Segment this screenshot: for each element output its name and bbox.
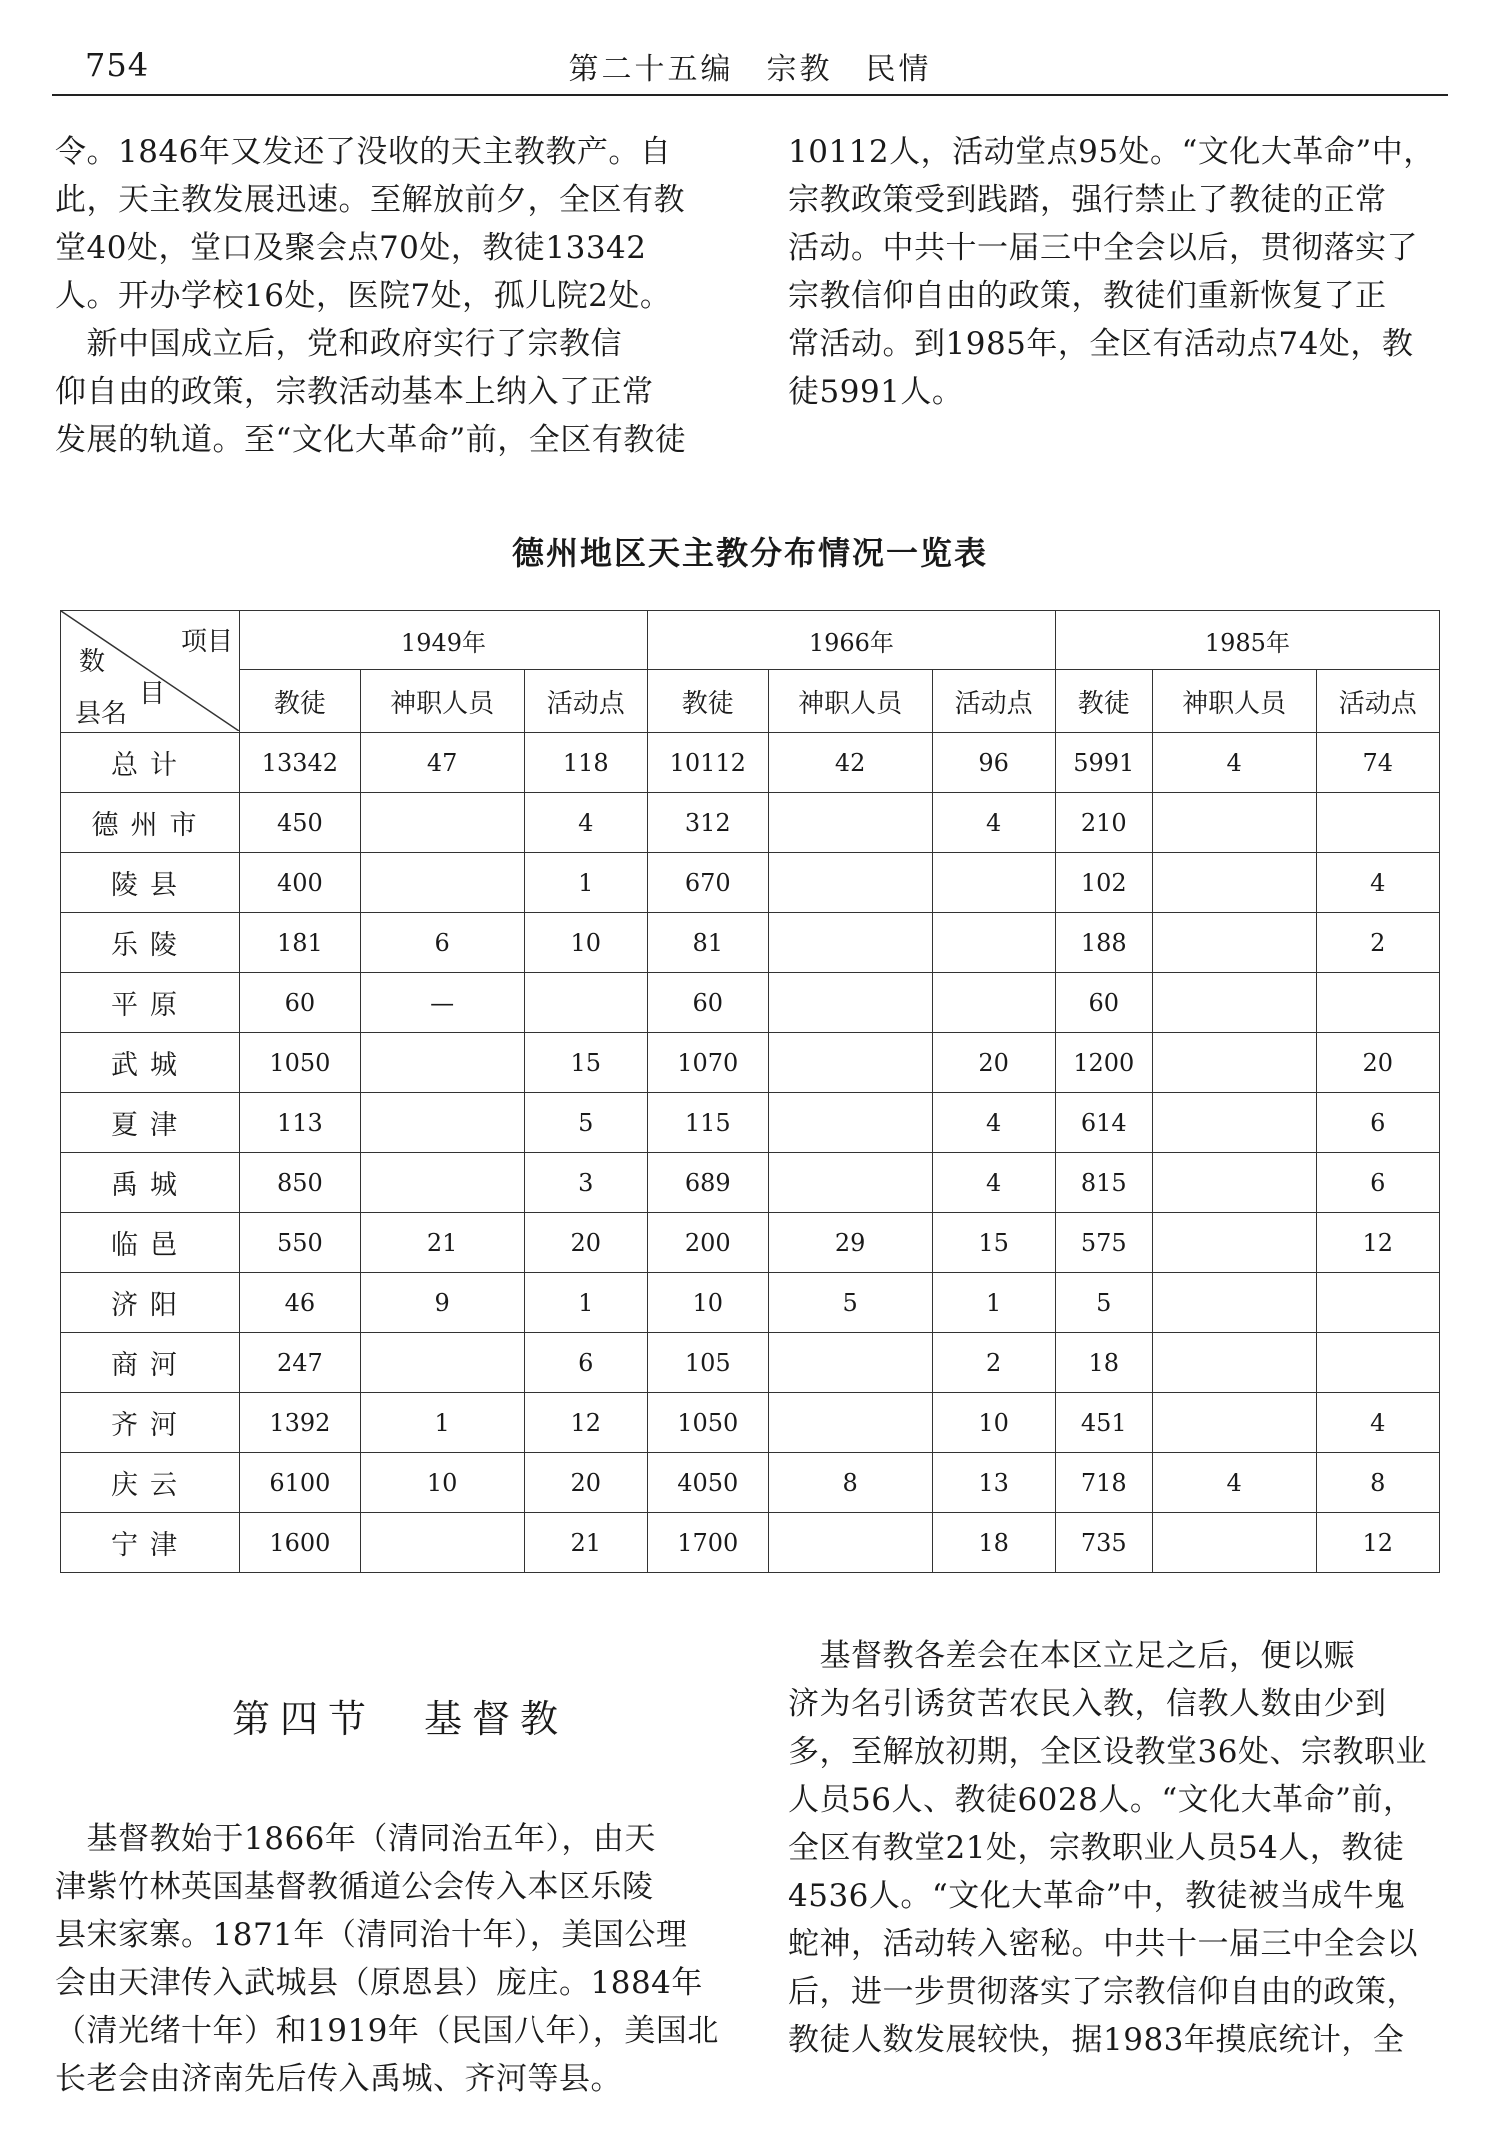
running-title: 第二十五编 宗教 民情	[568, 52, 932, 87]
table-cell: 60	[240, 973, 361, 1033]
text-line: 多，至解放初期，全区设教堂36处、宗教职业	[788, 1734, 1427, 1770]
table-cell: 6100	[240, 1453, 361, 1513]
table-cell: 10	[932, 1393, 1055, 1453]
table-cell: 1700	[647, 1513, 768, 1573]
table-cell: 575	[1055, 1213, 1152, 1273]
table-cell: 2	[1316, 913, 1439, 973]
county-name: 庆云	[61, 1453, 240, 1513]
column-header: 教徒	[647, 670, 768, 733]
table-body	[61, 733, 1440, 1573]
table-cell	[360, 1513, 524, 1573]
table-cell: 12	[1316, 1513, 1439, 1573]
table-cell: 74	[1316, 733, 1439, 793]
table-cell	[1152, 1213, 1316, 1273]
county-name: 济阳	[61, 1273, 240, 1333]
county-name: 陵县	[61, 853, 240, 913]
section-heading: 第四节 基督教	[232, 1697, 569, 1741]
table-cell: 15	[932, 1213, 1055, 1273]
text-line: 堂40处，堂口及聚会点70处，教徒13342	[55, 230, 647, 266]
text-line: 长老会由济南先后传入禹城、齐河等县。	[55, 2061, 622, 2097]
table-cell: 1070	[647, 1033, 768, 1093]
text-line: 县宋家寨。1871年（清同治十年），美国公理	[55, 1917, 688, 1953]
table-cell: 670	[647, 853, 768, 913]
text-line: 会由天津传入武城县（原恩县）庞庄。1884年	[55, 1965, 703, 2001]
table-cell: 451	[1055, 1393, 1152, 1453]
table-cell: 10	[647, 1273, 768, 1333]
table-row	[61, 793, 1440, 853]
table-cell: 1200	[1055, 1033, 1152, 1093]
county-name: 武城	[61, 1033, 240, 1093]
table-cell	[360, 1153, 524, 1213]
table-cell: 718	[1055, 1453, 1152, 1513]
table-cell: 12	[524, 1393, 647, 1453]
table-cell: 1392	[240, 1393, 361, 1453]
text-line: 人员56人、教徒6028人。“文化大革命”前，	[788, 1782, 1415, 1818]
table-cell: 102	[1055, 853, 1152, 913]
table-cell	[1152, 1393, 1316, 1453]
table-cell: 200	[647, 1213, 768, 1273]
table-cell	[768, 973, 932, 1033]
table-cell: 1	[524, 853, 647, 913]
column-header: 神职人员	[768, 670, 932, 733]
text-line: 教徒人数发展较快，据1983年摸底统计，全	[788, 2022, 1405, 2058]
county-name: 总计	[61, 733, 240, 793]
column-header: 神职人员	[1152, 670, 1316, 733]
text-line: 基督教各差会在本区立足之后，便以赈	[788, 1638, 1355, 1674]
table-cell	[524, 973, 647, 1033]
column-header: 活动点	[932, 670, 1055, 733]
text-line: 新中国成立后，党和政府实行了宗教信	[55, 326, 622, 362]
year-header: 1966年	[647, 611, 1055, 670]
text-line: 人。开办学校16处，医院7处，孤儿院2处。	[55, 278, 672, 314]
top-left-column	[55, 128, 735, 464]
subheader-row	[61, 670, 1440, 733]
table-row	[61, 913, 1440, 973]
table-cell	[1152, 1153, 1316, 1213]
text-line: 津紫竹林英国基督教循道公会传入本区乐陵	[55, 1869, 654, 1905]
table-cell	[1316, 793, 1439, 853]
table-cell	[1152, 1273, 1316, 1333]
table-cell: 15	[524, 1033, 647, 1093]
table-cell: 1	[524, 1273, 647, 1333]
table-cell: 550	[240, 1213, 361, 1273]
county-name: 乐陵	[61, 913, 240, 973]
table-cell	[1152, 1033, 1316, 1093]
table-cell: 9	[360, 1273, 524, 1333]
table-row	[61, 1213, 1440, 1273]
table-cell: 21	[524, 1513, 647, 1573]
table-cell: 815	[1055, 1153, 1152, 1213]
table-cell: 850	[240, 1153, 361, 1213]
table-cell: 13	[932, 1453, 1055, 1513]
table-row	[61, 1033, 1440, 1093]
table-cell: 5991	[1055, 733, 1152, 793]
table-cell: 8	[768, 1453, 932, 1513]
text-line: 全区有教堂21处，宗教职业人员54人，教徒	[788, 1830, 1405, 1866]
county-name: 夏津	[61, 1093, 240, 1153]
table-row	[61, 1393, 1440, 1453]
table-cell: 18	[932, 1513, 1055, 1573]
text-line: 基督教始于1866年（清同治五年），由天	[55, 1821, 656, 1857]
table-cell	[360, 1093, 524, 1153]
county-name: 齐河	[61, 1393, 240, 1453]
table-cell: 614	[1055, 1093, 1152, 1153]
table-cell: 29	[768, 1213, 932, 1273]
table-cell: 42	[768, 733, 932, 793]
table-cell	[768, 853, 932, 913]
text-line: 仰自由的政策，宗教活动基本上纳入了正常	[55, 374, 654, 410]
text-line: 发展的轨道。至“文化大革命”前，全区有教徒	[55, 422, 687, 458]
text-line: 济为名引诱贫苦农民入教，信教人数由少到	[788, 1686, 1387, 1722]
table-cell: 4	[524, 793, 647, 853]
table-cell: —	[360, 973, 524, 1033]
table-cell: 60	[1055, 973, 1152, 1033]
table-cell: 20	[932, 1033, 1055, 1093]
table-cell: 105	[647, 1333, 768, 1393]
table-cell: 188	[1055, 913, 1152, 973]
county-name: 商河	[61, 1333, 240, 1393]
table-cell: 247	[240, 1333, 361, 1393]
table-cell	[360, 1033, 524, 1093]
table-row	[61, 733, 1440, 793]
table-cell	[1152, 973, 1316, 1033]
text-line: （清光绪十年）和1919年（民国八年），美国北	[55, 2013, 719, 2049]
table-cell: 4	[1316, 1393, 1439, 1453]
table-row	[61, 1153, 1440, 1213]
page-number: 754	[85, 46, 150, 84]
table-cell: 81	[647, 913, 768, 973]
text-line: 10112人，活动堂点95处。“文化大革命”中，	[788, 134, 1435, 170]
column-header: 教徒	[1055, 670, 1152, 733]
table-cell	[1152, 793, 1316, 853]
text-line: 活动。中共十一届三中全会以后，贯彻落实了	[788, 230, 1418, 266]
table-cell: 6	[1316, 1093, 1439, 1153]
table-row	[61, 1333, 1440, 1393]
table-cell: 181	[240, 913, 361, 973]
top-right-column	[788, 128, 1468, 416]
county-name: 平原	[61, 973, 240, 1033]
table-row	[61, 1273, 1440, 1333]
table-cell: 12	[1316, 1213, 1439, 1273]
table-cell: 4	[932, 793, 1055, 853]
table-row	[61, 1093, 1440, 1153]
table-cell: 20	[524, 1453, 647, 1513]
text-line: 4536人。“文化大革命”中，教徒被当成牛鬼	[788, 1878, 1406, 1914]
table-cell: 10112	[647, 733, 768, 793]
table-cell: 6	[1316, 1153, 1439, 1213]
table-cell: 689	[647, 1153, 768, 1213]
county-name: 德州市	[61, 793, 240, 853]
table-cell: 4050	[647, 1453, 768, 1513]
corner-mu-label: 目	[139, 679, 166, 709]
catholic-distribution-table	[60, 610, 1440, 1573]
table-cell: 4	[932, 1093, 1055, 1153]
table-cell	[1152, 1513, 1316, 1573]
text-line: 宗教信仰自由的政策，教徒们重新恢复了正	[788, 278, 1387, 314]
table-cell: 96	[932, 733, 1055, 793]
table-cell: 113	[240, 1093, 361, 1153]
table-cell: 5	[524, 1093, 647, 1153]
table-cell: 3	[524, 1153, 647, 1213]
table-cell: 400	[240, 853, 361, 913]
table-cell	[768, 913, 932, 973]
table-cell: 5	[1055, 1273, 1152, 1333]
header-rule	[52, 94, 1448, 96]
table-row	[61, 1513, 1440, 1573]
table-cell	[768, 793, 932, 853]
table-cell: 6	[524, 1333, 647, 1393]
table-cell	[768, 1033, 932, 1093]
year-header: 1985年	[1055, 611, 1439, 670]
table-row	[61, 1453, 1440, 1513]
column-header: 神职人员	[360, 670, 524, 733]
table-cell: 4	[932, 1153, 1055, 1213]
table-cell	[768, 1393, 932, 1453]
table-cell	[768, 1093, 932, 1153]
table-cell	[932, 853, 1055, 913]
text-line: 常活动。到1985年，全区有活动点74处，教	[788, 326, 1414, 362]
table-cell: 115	[647, 1093, 768, 1153]
table-cell	[932, 913, 1055, 973]
table-cell	[768, 1153, 932, 1213]
table-cell	[768, 1333, 932, 1393]
column-header: 活动点	[524, 670, 647, 733]
table-cell: 1	[932, 1273, 1055, 1333]
table-cell: 210	[1055, 793, 1152, 853]
table-cell	[932, 973, 1055, 1033]
text-line: 蛇神，活动转入密秘。中共十一届三中全会以	[788, 1926, 1418, 1962]
table-cell	[360, 853, 524, 913]
text-line: 此，天主教发展迅速。至解放前夕，全区有教	[55, 182, 685, 218]
table-cell: 735	[1055, 1513, 1152, 1573]
table-cell: 118	[524, 733, 647, 793]
year-header: 1949年	[240, 611, 648, 670]
table-cell: 6	[360, 913, 524, 973]
table-cell: 21	[360, 1213, 524, 1273]
county-name: 临邑	[61, 1213, 240, 1273]
table-cell: 1050	[647, 1393, 768, 1453]
table-cell	[1152, 853, 1316, 913]
table-cell	[1316, 1273, 1439, 1333]
table-cell: 20	[524, 1213, 647, 1273]
text-line: 宗教政策受到践踏，强行禁止了教徒的正常	[788, 182, 1387, 218]
county-name: 宁津	[61, 1513, 240, 1573]
table-cell: 13342	[240, 733, 361, 793]
table-cell	[360, 1333, 524, 1393]
bottom-left-column	[55, 1815, 735, 2103]
table-cell: 1	[360, 1393, 524, 1453]
table-cell: 4	[1152, 1453, 1316, 1513]
text-line: 后，进一步贯彻落实了宗教信仰自由的政策，	[788, 1974, 1418, 2010]
table-title: 德州地区天主教分布情况一览表	[511, 534, 988, 572]
table-cell: 20	[1316, 1033, 1439, 1093]
table-cell: 5	[768, 1273, 932, 1333]
table-cell: 1050	[240, 1033, 361, 1093]
corner-item-label: 项目	[180, 627, 233, 657]
table-row	[61, 973, 1440, 1033]
table-cell	[1152, 913, 1316, 973]
bottom-right-column	[788, 1632, 1468, 2064]
table-cell: 450	[240, 793, 361, 853]
county-name: 禹城	[61, 1153, 240, 1213]
table-cell: 8	[1316, 1453, 1439, 1513]
table-cell: 4	[1316, 853, 1439, 913]
table-cell	[1316, 973, 1439, 1033]
table-cell: 18	[1055, 1333, 1152, 1393]
table-cell: 46	[240, 1273, 361, 1333]
table-cell	[768, 1513, 932, 1573]
table-cell	[360, 793, 524, 853]
column-header: 活动点	[1316, 670, 1439, 733]
column-header: 教徒	[240, 670, 361, 733]
table-cell	[1152, 1093, 1316, 1153]
table-cell: 1600	[240, 1513, 361, 1573]
table-cell	[1316, 1333, 1439, 1393]
table-cell: 10	[360, 1453, 524, 1513]
corner-count-label: 数	[79, 647, 106, 677]
table-corner-cell	[61, 611, 240, 733]
table-cell: 47	[360, 733, 524, 793]
text-line: 令。1846年又发还了没收的天主教教产。自	[55, 134, 672, 170]
table-row	[61, 853, 1440, 913]
table-cell: 312	[647, 793, 768, 853]
table-cell: 60	[647, 973, 768, 1033]
text-line: 徒5991人。	[788, 374, 964, 410]
table-cell: 4	[1152, 733, 1316, 793]
table-cell	[1152, 1333, 1316, 1393]
table-cell: 10	[524, 913, 647, 973]
corner-county-label: 县名	[75, 699, 128, 729]
table-cell: 2	[932, 1333, 1055, 1393]
